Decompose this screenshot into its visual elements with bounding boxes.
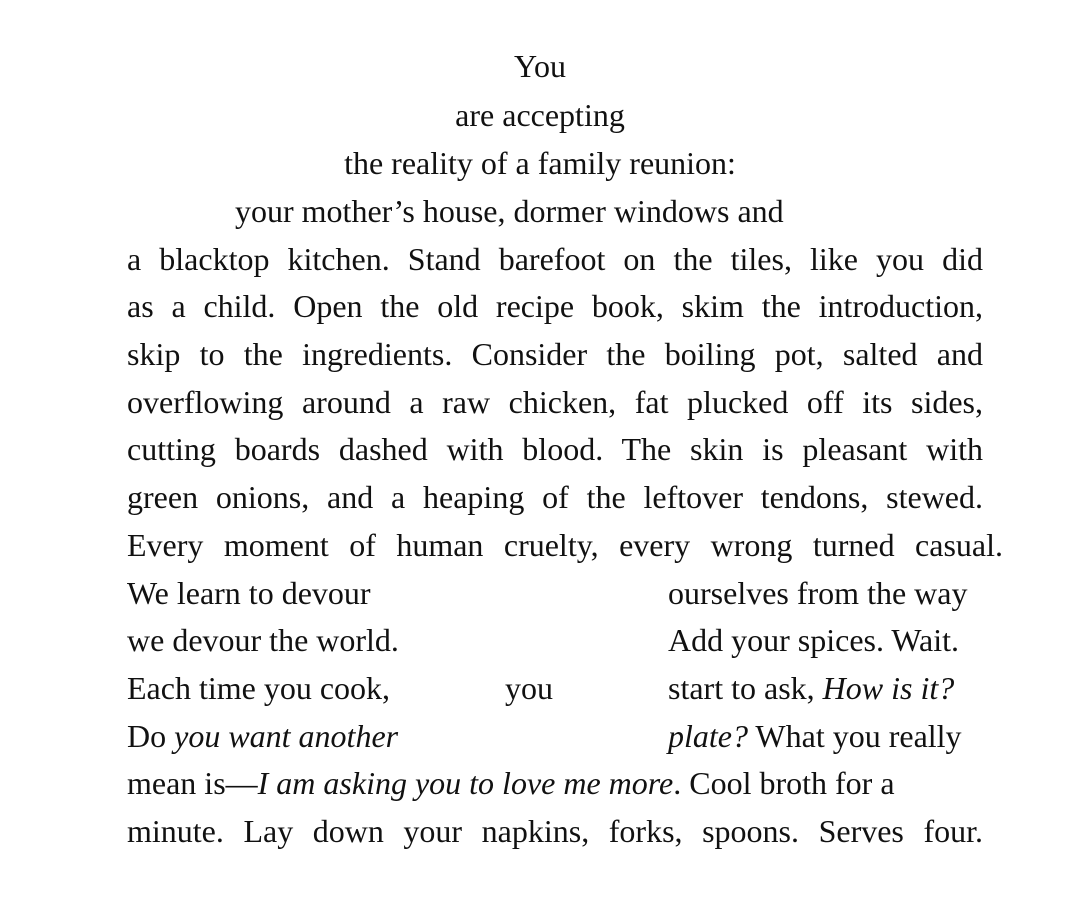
poem-line-6: as a child. Open the old recipe book, skim the introduction, [127, 288, 983, 324]
poem-line-14-right-plain: start to ask, [668, 670, 823, 706]
poem-line-15-left-italic: you want another [166, 718, 399, 754]
poem-line-17: minute. Lay down your napkins, forks, spoons. Serves four. [127, 813, 983, 849]
poem-line-14-middle: you [505, 670, 553, 706]
poem-line-15-right-plain: What you really [747, 718, 962, 754]
poem-line-16 [127, 763, 895, 803]
poem-line-15-left [127, 716, 398, 756]
poem-line-12-left: We learn to devour [127, 575, 371, 611]
poem-line-5: a blacktop kitchen. Stand barefoot on the tiles, like you did [127, 241, 983, 277]
poem-line-13-left: we devour the world. [127, 622, 399, 658]
poem-line-14-right-italic: How is it? [822, 670, 955, 706]
poem-line-15-right [668, 716, 962, 756]
poem-line-15-right-italic: plate? [668, 718, 748, 754]
poem-line-11: Every moment of human cruelty, every wrong turned casual. [127, 527, 1003, 563]
poem-line-14-left: Each time you cook, [127, 670, 391, 706]
poem-line-16-italic: I am asking you to love me more [257, 765, 674, 801]
poem-line-14-right [668, 668, 954, 708]
poem-line-12-right: ourselves from the way [668, 575, 968, 611]
poem-line-3: the reality of a family reunion: [344, 145, 736, 181]
poem-line-7: skip to the ingredients. Consider the boiling pot, salted and [127, 336, 983, 372]
poem-line-9: cutting boards dashed with blood. The skin is pleasant with [127, 431, 983, 467]
poem-line-8: overflowing around a raw chicken, fat plucked off its sides, [127, 384, 983, 420]
poem-line-4: your mother’s house, dormer windows and [235, 193, 784, 229]
poem-line-13-right: Add your spices. Wait. [668, 622, 960, 658]
poem-line-16-plain-2: . Cool broth for a [673, 765, 895, 801]
poem-line-10: green onions, and a heaping of the leftover tendons, stewed. [127, 479, 983, 515]
poem-line-16-plain-1: mean is— [127, 765, 258, 801]
poem-line-2: are accepting [455, 97, 625, 133]
poem-line-1: You [514, 48, 566, 84]
poem-line-15-left-plain: Do [127, 718, 167, 754]
